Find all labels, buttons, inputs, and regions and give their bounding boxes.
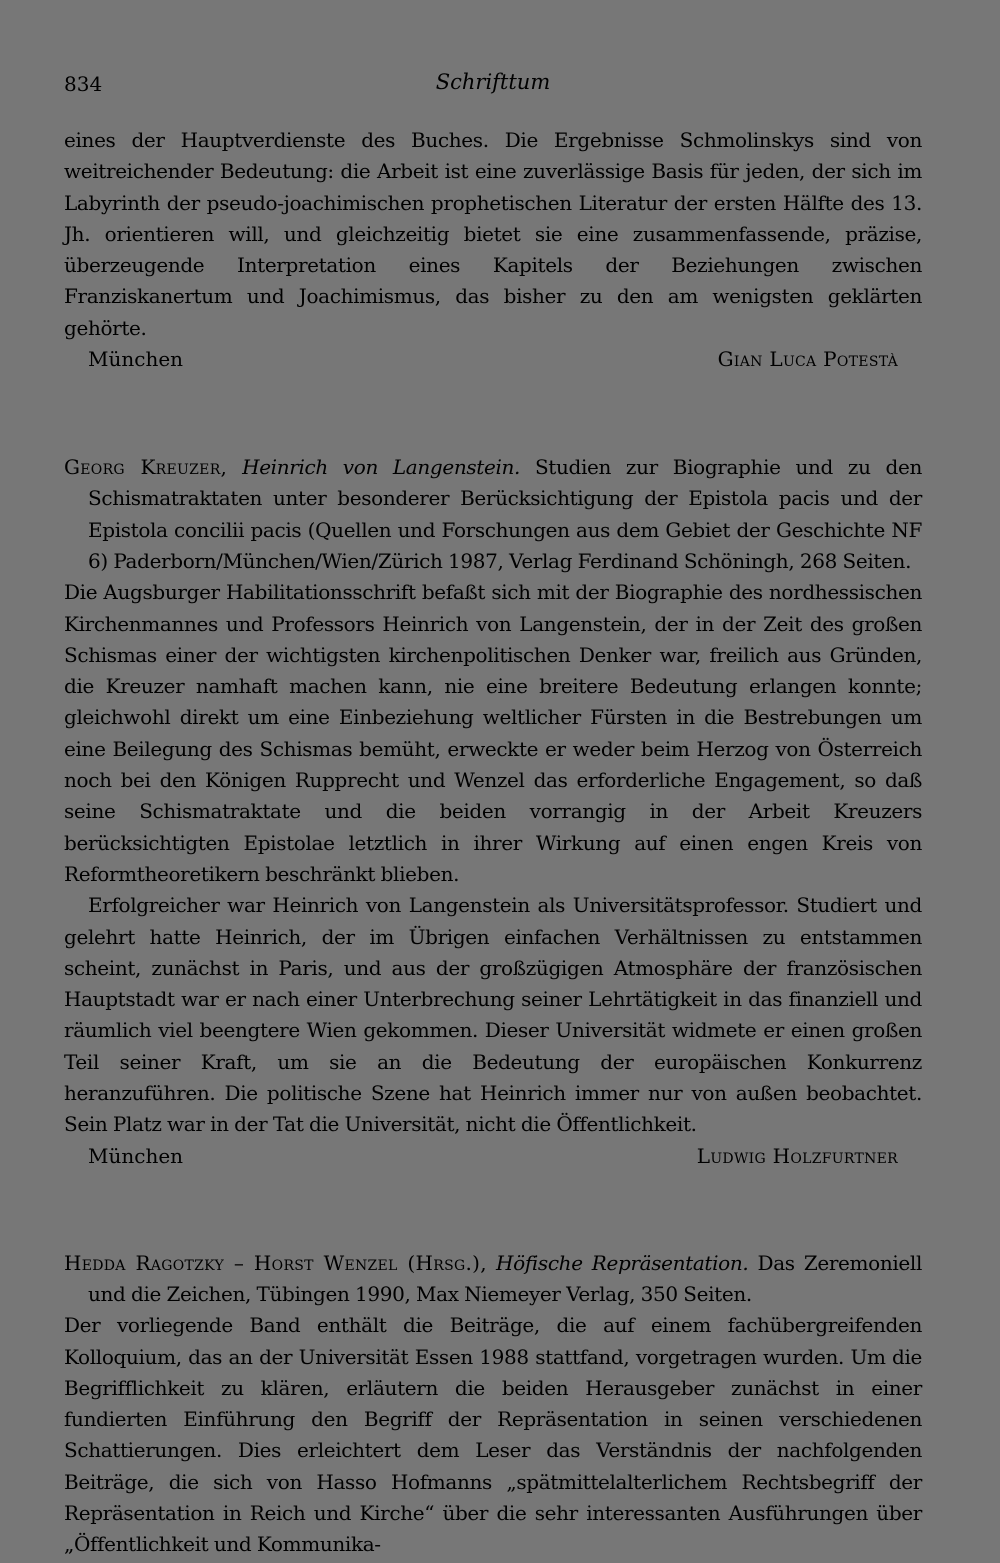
review3-citation-details: Das Zeremoniell und die Zeichen, Tübingen 1990, Max Niemeyer Verlag, 350 Seiten. [88, 1250, 923, 1306]
page-header [64, 60, 922, 100]
page [64, 60, 922, 1561]
review2-book-title: Heinrich von Langenstein. [242, 455, 521, 480]
review1-body: eines der Hauptverdienste des Buches. Die Ergebnisse Schmolinskys sind von weitreichender Bedeutung: die Arbeit ist eine zuverlässige Basis für jeden, der sich im Labyrinth der pseudo-joachimischen prophetischen Literatur der ersten Hälfte des 13. Jh. orientieren will, und gleichzeitig bietet sie eine zusammenfassende, präzise, überzeugende Interpretation eines Kapitels der Beziehungen zwischen Franziskanertum und Joachimismus, das bisher zu den am wenigsten geklärten gehörte. [64, 128, 922, 340]
page-number: 834 [64, 72, 103, 96]
review2-citation [64, 452, 922, 577]
section-gap [64, 1172, 922, 1248]
review2-author: Georg Kreuzer, [64, 455, 228, 480]
review2-place: München [88, 1143, 184, 1168]
review3-citation [64, 1248, 922, 1311]
review3-author: Hedda Ragotzky – Horst Wenzel (Hrsg.), [64, 1250, 487, 1275]
review3-book-title: Höfische Repräsentation. [496, 1250, 749, 1275]
section-gap [64, 375, 922, 452]
review2-paragraph-1: Die Augsburger Habilitationsschrift befaßt sich mit der Biographie des nordhessischen Kirchenmannes und Professors Heinrich von Langenstein, der in der Zeit des großen Schismas einer der wichtigsten kirchenpolitischen Denker war, freilich aus Gründen, die Kreuzer namhaft machen kann, nie eine breitere Bedeutung erlangen konnte; gleichwohl direkt um eine Einbeziehung weltlicher Fürsten in die Bestrebungen um eine Beilegung des Schismas bemüht, erweckte er weder beim Herzog von Österreich noch bei den Königen Rupprecht und Wenzel das erforderliche Engagement, so daß seine Schismatraktate und die beiden vorrangig in der Arbeit Kreuzers berücksichtigten Epistolae letztlich in ihrer Wirkung auf einen engen Kreis von Reformtheoretikern beschränkt blieben. [64, 580, 922, 886]
review2-signoff [64, 1141, 922, 1172]
review2-citation-details: Studien zur Biographie und zu den Schismatraktaten unter besonderer Berücksichtigung der Epistola pacis und der Epistola concilii pacis (Quellen und Forschungen aus dem Gebiet der Geschichte NF 6) Paderborn/München/Wien/Zürich 1987, Verlag Ferdinand Schöningh, 268 Seiten. [88, 455, 922, 573]
review1-reviewer: Gian Luca Potestà [717, 347, 898, 372]
review1-signoff [64, 344, 922, 375]
review2-reviewer: Ludwig Holzfurtner [696, 1143, 898, 1168]
review2-paragraph-2: Erfolgreicher war Heinrich von Langenstein als Universitätsprofessor. Studiert und gelehrt hatte Heinrich, der im Übrigen einfachen Verhältnissen zu entstammen scheint, zunächst in Paris, und aus der großzügigen Atmosphäre der französischen Hauptstadt war er nach einer Unterbrechung seiner Lehrtätigkeit in das finanziell und räumlich viel beengtere Wien gekommen. Dieser Universität widmete er einen großen Teil seiner Kraft, um sie an die Bedeutung der europäischen Konkurrenz heranzuführen. Die politische Szene hat Heinrich immer nur von außen beobachtet. Sein Platz war in der Tat die Universität, nicht die Öffentlichkeit. [64, 893, 922, 1137]
review1-place: München [88, 347, 184, 372]
running-title: Schrifttum [435, 70, 551, 94]
review3-body: Der vorliegende Band enthält die Beiträge, die auf einem fachübergreifenden Kolloquium, das an der Universität Essen 1988 stattfand, vorgetragen wurden. Um die Begrifflichkeit zu klären, erläutern die beiden Herausgeber zunächst in einer fundierten Einführung den Begriff der Repräsentation in seinen verschiedenen Schattierungen. Dies erleichtert dem Leser das Verständnis der nachfolgenden Beiträge, die sich von Hasso Hofmanns „spätmittelalterlichem Rechtsbegriff der Repräsentation in Reich und Kirche“ über die sehr interessanten Ausführungen über „Öffentlichkeit und Kommunika- [64, 1313, 922, 1557]
